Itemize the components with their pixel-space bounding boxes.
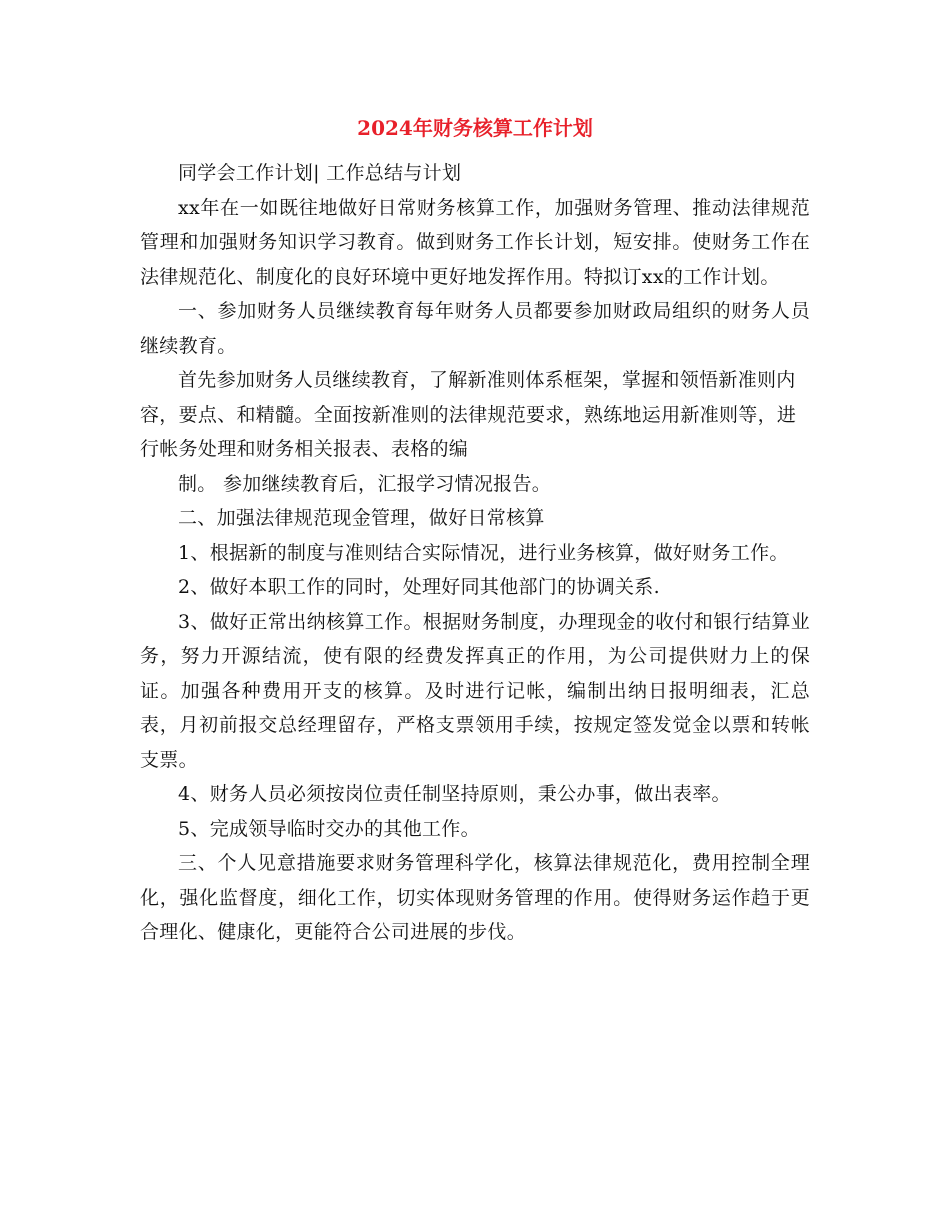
paragraph-section-3: 三、个人见意措施要求财务管理科学化，核算法律规范化，费用控制全理化，强化监督度，细化工作，切实体现财务管理的作用。使得财务运作趋于更合理化、健康化，更能符合公司进展的步伐。: [140, 852, 810, 943]
document-title: 2024年财务核算工作计划: [357, 116, 593, 140]
paragraph-intro: xx年在一如既往地做好日常财务核算工作，加强财务管理、推动法律规范管理和加强财务知识学习教育。做到财务工作长计划，短安排。使财务工作在法律规范化、制度化的良好环境中更好地发挥作用。特拟订xx的工作计划。: [140, 196, 810, 288]
paragraph-item-5: 5、完成领导临时交办的其他工作。: [178, 817, 480, 840]
paragraph-section-1: 一、参加财务人员继续教育每年财务人员都要参加财政局组织的财务人员继续教育。: [140, 300, 810, 357]
paragraph-item-4: 4、财务人员必须按岗位责任制坚持原则，秉公办事，做出表率。: [178, 783, 731, 805]
paragraph-item-2: 2、做好本职工作的同时，处理好同其他部门的协调关系.: [178, 576, 660, 598]
paragraph-item-1: 1、根据新的制度与准则结合实际情况，进行业务核算，做好财务工作。: [178, 541, 789, 564]
document-body: [140, 156, 810, 950]
paragraph-education: 首先参加财务人员继续教育，了解新准则体系框架，掌握和领悟新准则内容，要点、和精髓。全面按新准则的法律规范要求，熟练地运用新准则等，进行帐务处理和财务相关报表、表格的编: [140, 369, 797, 460]
paragraph-subtitle: 同学会工作计划| 工作总结与计划: [178, 162, 462, 184]
paragraph-section-2: 二、加强法律规范现金管理，做好日常核算: [178, 507, 545, 529]
paragraph-item-3: 3、做好正常出纳核算工作。根据财务制度，办理现金的收付和银行结算业务，努力开源结流，使有限的经费发挥真正的作用，为公司提供财力上的保证。加强各种费用开支的核算。及时进行记帐，编制出纳日报明细表，汇总表，月初前报交总经理留存，严格支票领用手续，按规定签发觉金以票和转帐支票。: [140, 610, 810, 771]
paragraph-education-cont: 制。 参加继续教育后，汇报学习情况报告。: [178, 472, 552, 495]
